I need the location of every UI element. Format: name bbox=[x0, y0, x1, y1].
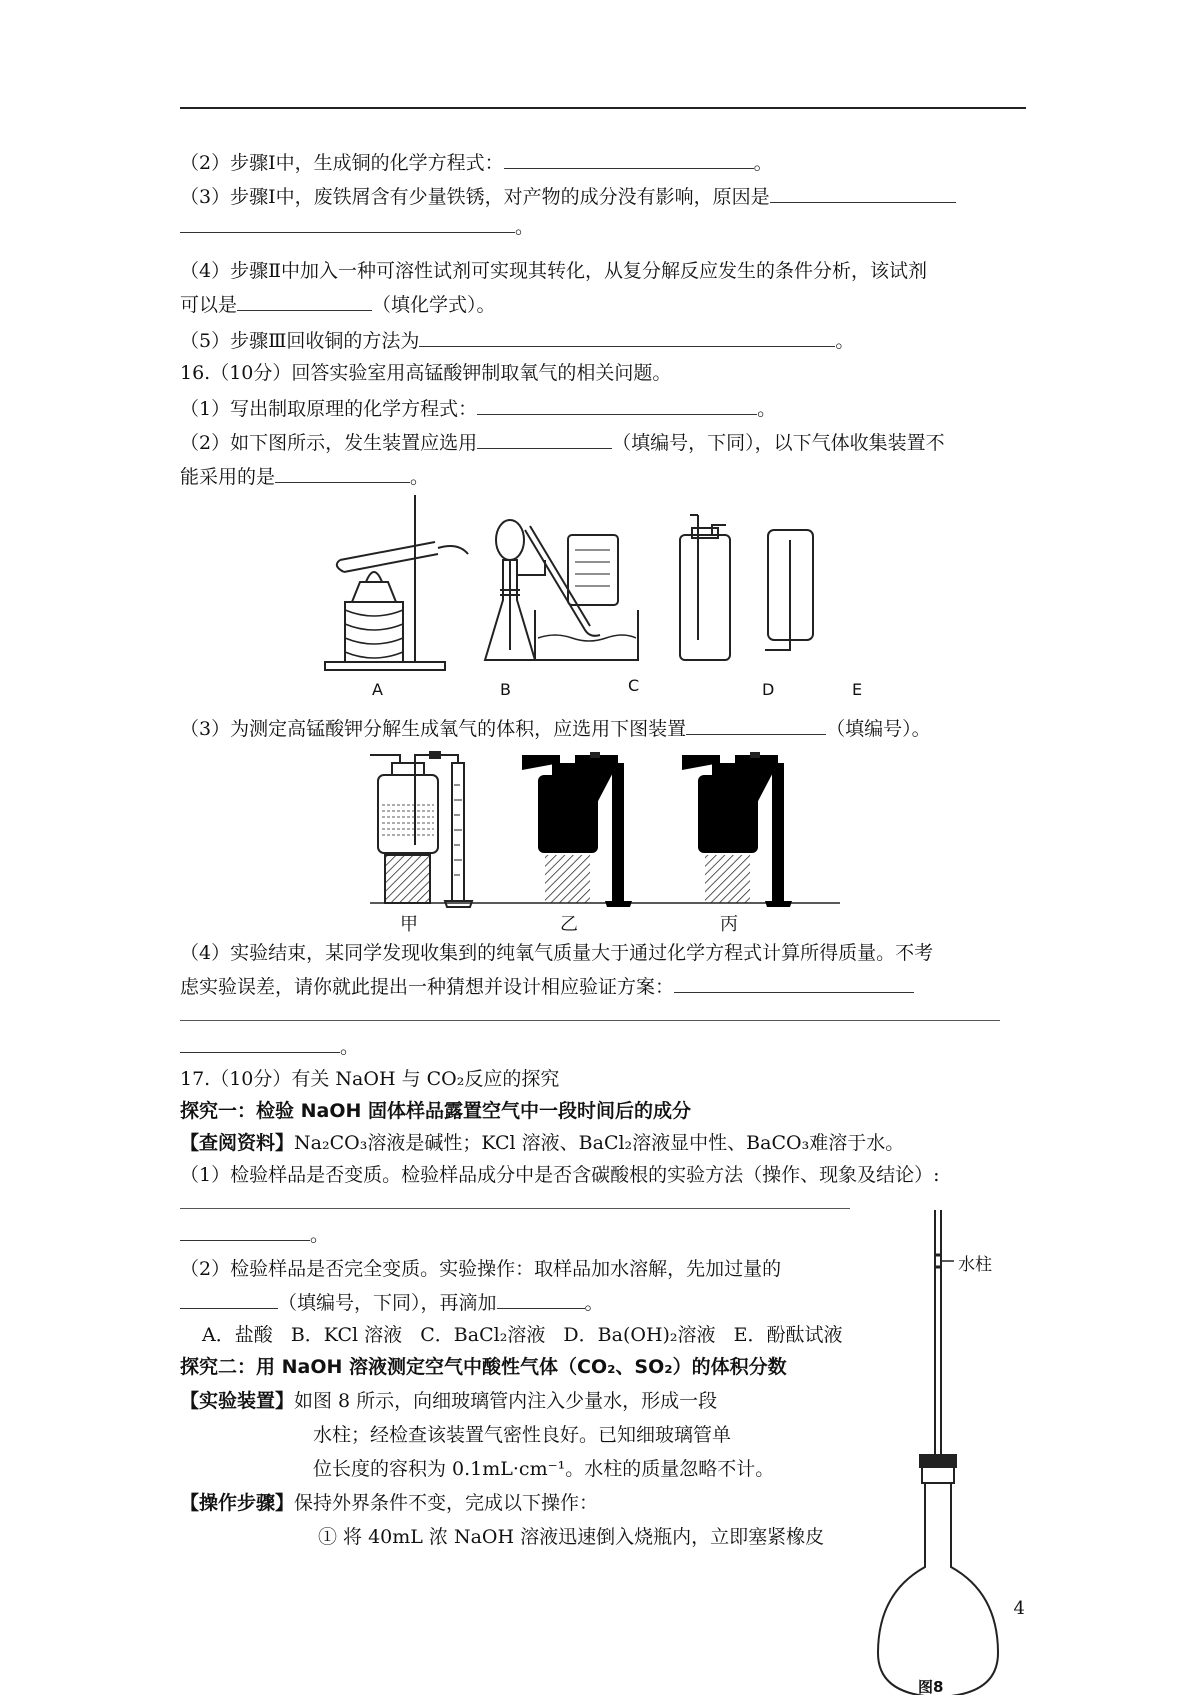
answer-blank[interactable] bbox=[477, 396, 757, 415]
label-e: E bbox=[852, 680, 863, 699]
q17-title: 17.（10分）有关 NaOH 与 CO₂反应的探究 bbox=[180, 1068, 560, 1090]
answer-blank[interactable] bbox=[674, 974, 914, 993]
device-description-2: 水柱；经检查该装置气密性良好。已知细玻璃管单 bbox=[313, 1424, 732, 1446]
answer-blank[interactable] bbox=[770, 184, 956, 203]
apparatus-figure-jia-yi-bing bbox=[370, 745, 850, 915]
q17-part2: （2）检验样品是否完全变质。实验操作：取样品加水溶解，先加过量的 bbox=[180, 1258, 782, 1280]
q17-part1-end: 。 bbox=[180, 1222, 329, 1248]
q16-title: 16.（10分）回答实验室用高锰酸钾制取氧气的相关问题。 bbox=[180, 362, 672, 384]
answer-blank[interactable] bbox=[180, 1290, 278, 1309]
q16-part4: （4）实验结束，某同学发现收集到的纯氧气质量大于通过化学方程式计算所得质量。不考 bbox=[180, 942, 934, 964]
q16-part2: （2）如下图所示，发生装置应选用 （填编号，下同），以下气体收集装置不 bbox=[180, 432, 945, 454]
q17-options: A．盐酸 B．KCl 溶液 C．BaCl₂溶液 D．Ba(OH)₂溶液 E．酚酞试液 bbox=[202, 1324, 843, 1346]
answer-blank[interactable] bbox=[237, 292, 372, 311]
q17-part1: （1）检验样品是否变质。检验样品成分中是否含碳酸根的实验方法（操作、现象及结论）: bbox=[180, 1164, 940, 1186]
label-jia: 甲 bbox=[400, 914, 418, 935]
explore1-heading: 探究一：检验 NaOH 固体样品露置空气中一段时间后的成分 bbox=[180, 1100, 692, 1122]
figure-8-flask bbox=[870, 1205, 1020, 1695]
answer-blank[interactable] bbox=[477, 430, 612, 449]
answer-blank[interactable] bbox=[180, 1222, 310, 1241]
page-number: 4 bbox=[1013, 1598, 1025, 1619]
label-b: B bbox=[500, 680, 511, 699]
answer-blank[interactable] bbox=[180, 214, 515, 233]
q17-part2-cont: （填编号，下同），再滴加 。 bbox=[180, 1290, 604, 1316]
q16-part4-cont: 虑实验误差，请你就此提出一种猜想并设计相应验证方案： bbox=[180, 974, 914, 1000]
operation-step-1: ① 将 40mL 浓 NaOH 溶液迅速倒入烧瓶内，立即塞紧橡皮 bbox=[318, 1526, 825, 1548]
answer-blank[interactable] bbox=[419, 328, 835, 347]
apparatus-figure-a-e bbox=[320, 490, 890, 705]
figure-8-caption: 图8 bbox=[918, 1678, 944, 1696]
operation-steps: 【操作步骤】保持外界条件不变，完成以下操作： bbox=[180, 1492, 599, 1514]
header-rule bbox=[180, 107, 1026, 109]
q15-part3: （3）步骤Ⅰ中，废铁屑含有少量铁锈，对产物的成分没有影响，原因是 bbox=[180, 184, 956, 210]
label-c: C bbox=[628, 676, 640, 695]
q16-part4-end: 。 bbox=[180, 1034, 359, 1060]
label-bing: 丙 bbox=[720, 914, 738, 935]
device-description-3: 位长度的容积为 0.1mL·cm⁻¹。水柱的质量忽略不计。 bbox=[313, 1458, 775, 1480]
q15-part3-cont: 。 bbox=[180, 214, 534, 240]
explore2-heading: 探究二：用 NaOH 溶液测定空气中酸性气体（CO₂、SO₂）的体积分数 bbox=[180, 1356, 787, 1378]
answer-blank[interactable] bbox=[504, 150, 754, 169]
answer-line[interactable] bbox=[180, 1020, 1000, 1021]
reference-info: 【查阅资料】Na₂CO₃溶液是碱性；KCl 溶液、BaCl₂溶液显中性、BaCO₃难溶于水。 bbox=[180, 1132, 905, 1154]
water-column-label: 水柱 bbox=[958, 1255, 992, 1275]
label-a: A bbox=[372, 680, 383, 699]
answer-blank[interactable] bbox=[275, 464, 410, 483]
answer-line[interactable] bbox=[180, 1208, 850, 1209]
q15-part2: （2）步骤Ⅰ中，生成铜的化学方程式： 。 bbox=[180, 152, 773, 174]
q15-part5: （5）步骤Ⅲ回收铜的方法为 。 bbox=[180, 330, 855, 352]
label-yi: 乙 bbox=[560, 914, 578, 935]
answer-blank[interactable] bbox=[686, 716, 826, 735]
q15-part4: （4）步骤Ⅱ中加入一种可溶性试剂可实现其转化，从复分解反应发生的条件分析，该试剂 bbox=[180, 260, 928, 282]
q15-part4-cont: 可以是 （填化学式）。 bbox=[180, 294, 496, 316]
q16-part3: （3）为测定高锰酸钾分解生成氧气的体积，应选用下图装置 （填编号）。 bbox=[180, 718, 931, 740]
q16-part1: （1）写出制取原理的化学方程式： 。 bbox=[180, 398, 777, 420]
answer-blank[interactable] bbox=[180, 1034, 340, 1053]
label-d: D bbox=[762, 680, 775, 699]
q16-part2-cont: 能采用的是 。 bbox=[180, 466, 430, 488]
answer-blank[interactable] bbox=[497, 1290, 585, 1309]
device-description: 【实验装置】如图 8 所示，向细玻璃管内注入少量水，形成一段 bbox=[180, 1390, 718, 1412]
